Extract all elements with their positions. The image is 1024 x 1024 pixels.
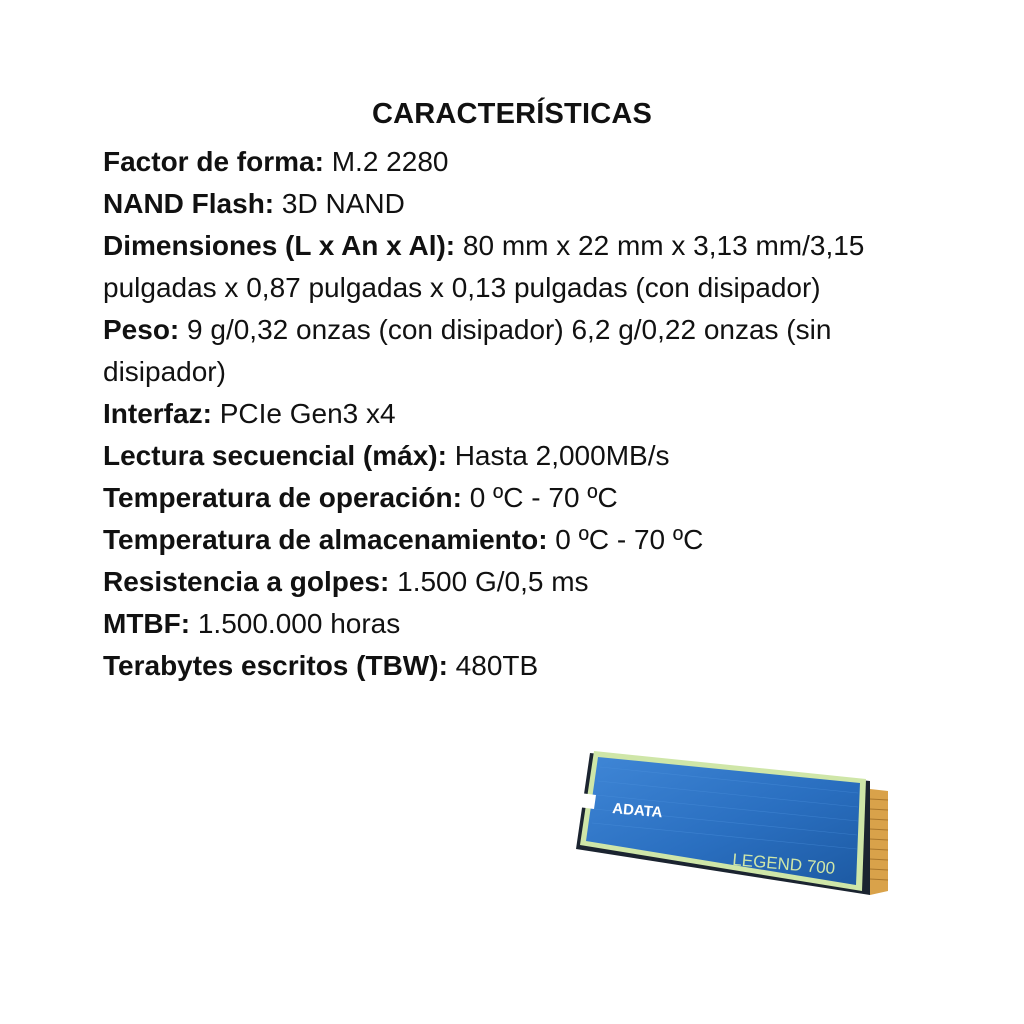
spec-item-storage-temperature — [103, 519, 923, 561]
spec-value: 480TB — [455, 650, 539, 681]
ssd-notch — [578, 793, 596, 809]
spec-label: Terabytes escritos (TBW): — [103, 650, 448, 681]
spec-value: 3D NAND — [281, 188, 405, 219]
spec-value: 1.500.000 horas — [197, 608, 401, 639]
spec-item-operating-temperature — [103, 477, 923, 519]
spec-item-nand-flash — [103, 183, 923, 225]
page-title: CARACTERÍSTICAS — [371, 98, 653, 130]
spec-value: Hasta 2,000MB/s — [454, 440, 670, 471]
spec-item-sequential-read — [103, 435, 923, 477]
spec-value: 0 ºC - 70 ºC — [555, 524, 704, 555]
spec-label: Temperatura de almacenamiento: — [103, 524, 548, 555]
spec-item-weight — [103, 309, 923, 393]
spec-label: Dimensiones (L x An x Al): — [103, 230, 456, 261]
spec-value: 9 g/0,32 onzas (con disipador) 6,2 g/0,22 onzas (sin disipador) — [103, 314, 832, 387]
spec-value: 0 ºC - 70 ºC — [469, 482, 618, 513]
spec-label: Peso: — [103, 314, 180, 345]
ssd-product-image — [570, 745, 900, 920]
spec-label: Factor de forma: — [103, 146, 324, 177]
spec-label: Resistencia a golpes: — [103, 566, 390, 597]
spec-item-mtbf — [103, 603, 923, 645]
spec-item-dimensions — [103, 225, 923, 309]
spec-item-interface — [103, 393, 923, 435]
spec-value: 1.500 G/0,5 ms — [397, 566, 589, 597]
spec-list — [103, 141, 923, 687]
ssd-brand-label: ADATA — [611, 800, 664, 822]
spec-label: Lectura secuencial (máx): — [103, 440, 447, 471]
spec-value: PCIe Gen3 x4 — [219, 398, 396, 429]
spec-item-form-factor — [103, 141, 923, 183]
spec-label: NAND Flash: — [103, 188, 275, 219]
spec-value: M.2 2280 — [331, 146, 449, 177]
spec-label: Interfaz: — [103, 398, 212, 429]
spec-value: 80 mm x 22 mm x 3,13 mm/3,15 pulgadas x 0,87 pulgadas x 0,13 pulgadas (con disipador) — [103, 230, 865, 303]
spec-item-tbw — [103, 645, 923, 687]
spec-label: MTBF: — [103, 608, 191, 639]
ssd-model-label: LEGEND 700 — [731, 850, 836, 878]
spec-item-shock-resistance — [103, 561, 923, 603]
spec-label: Temperatura de operación: — [103, 482, 462, 513]
